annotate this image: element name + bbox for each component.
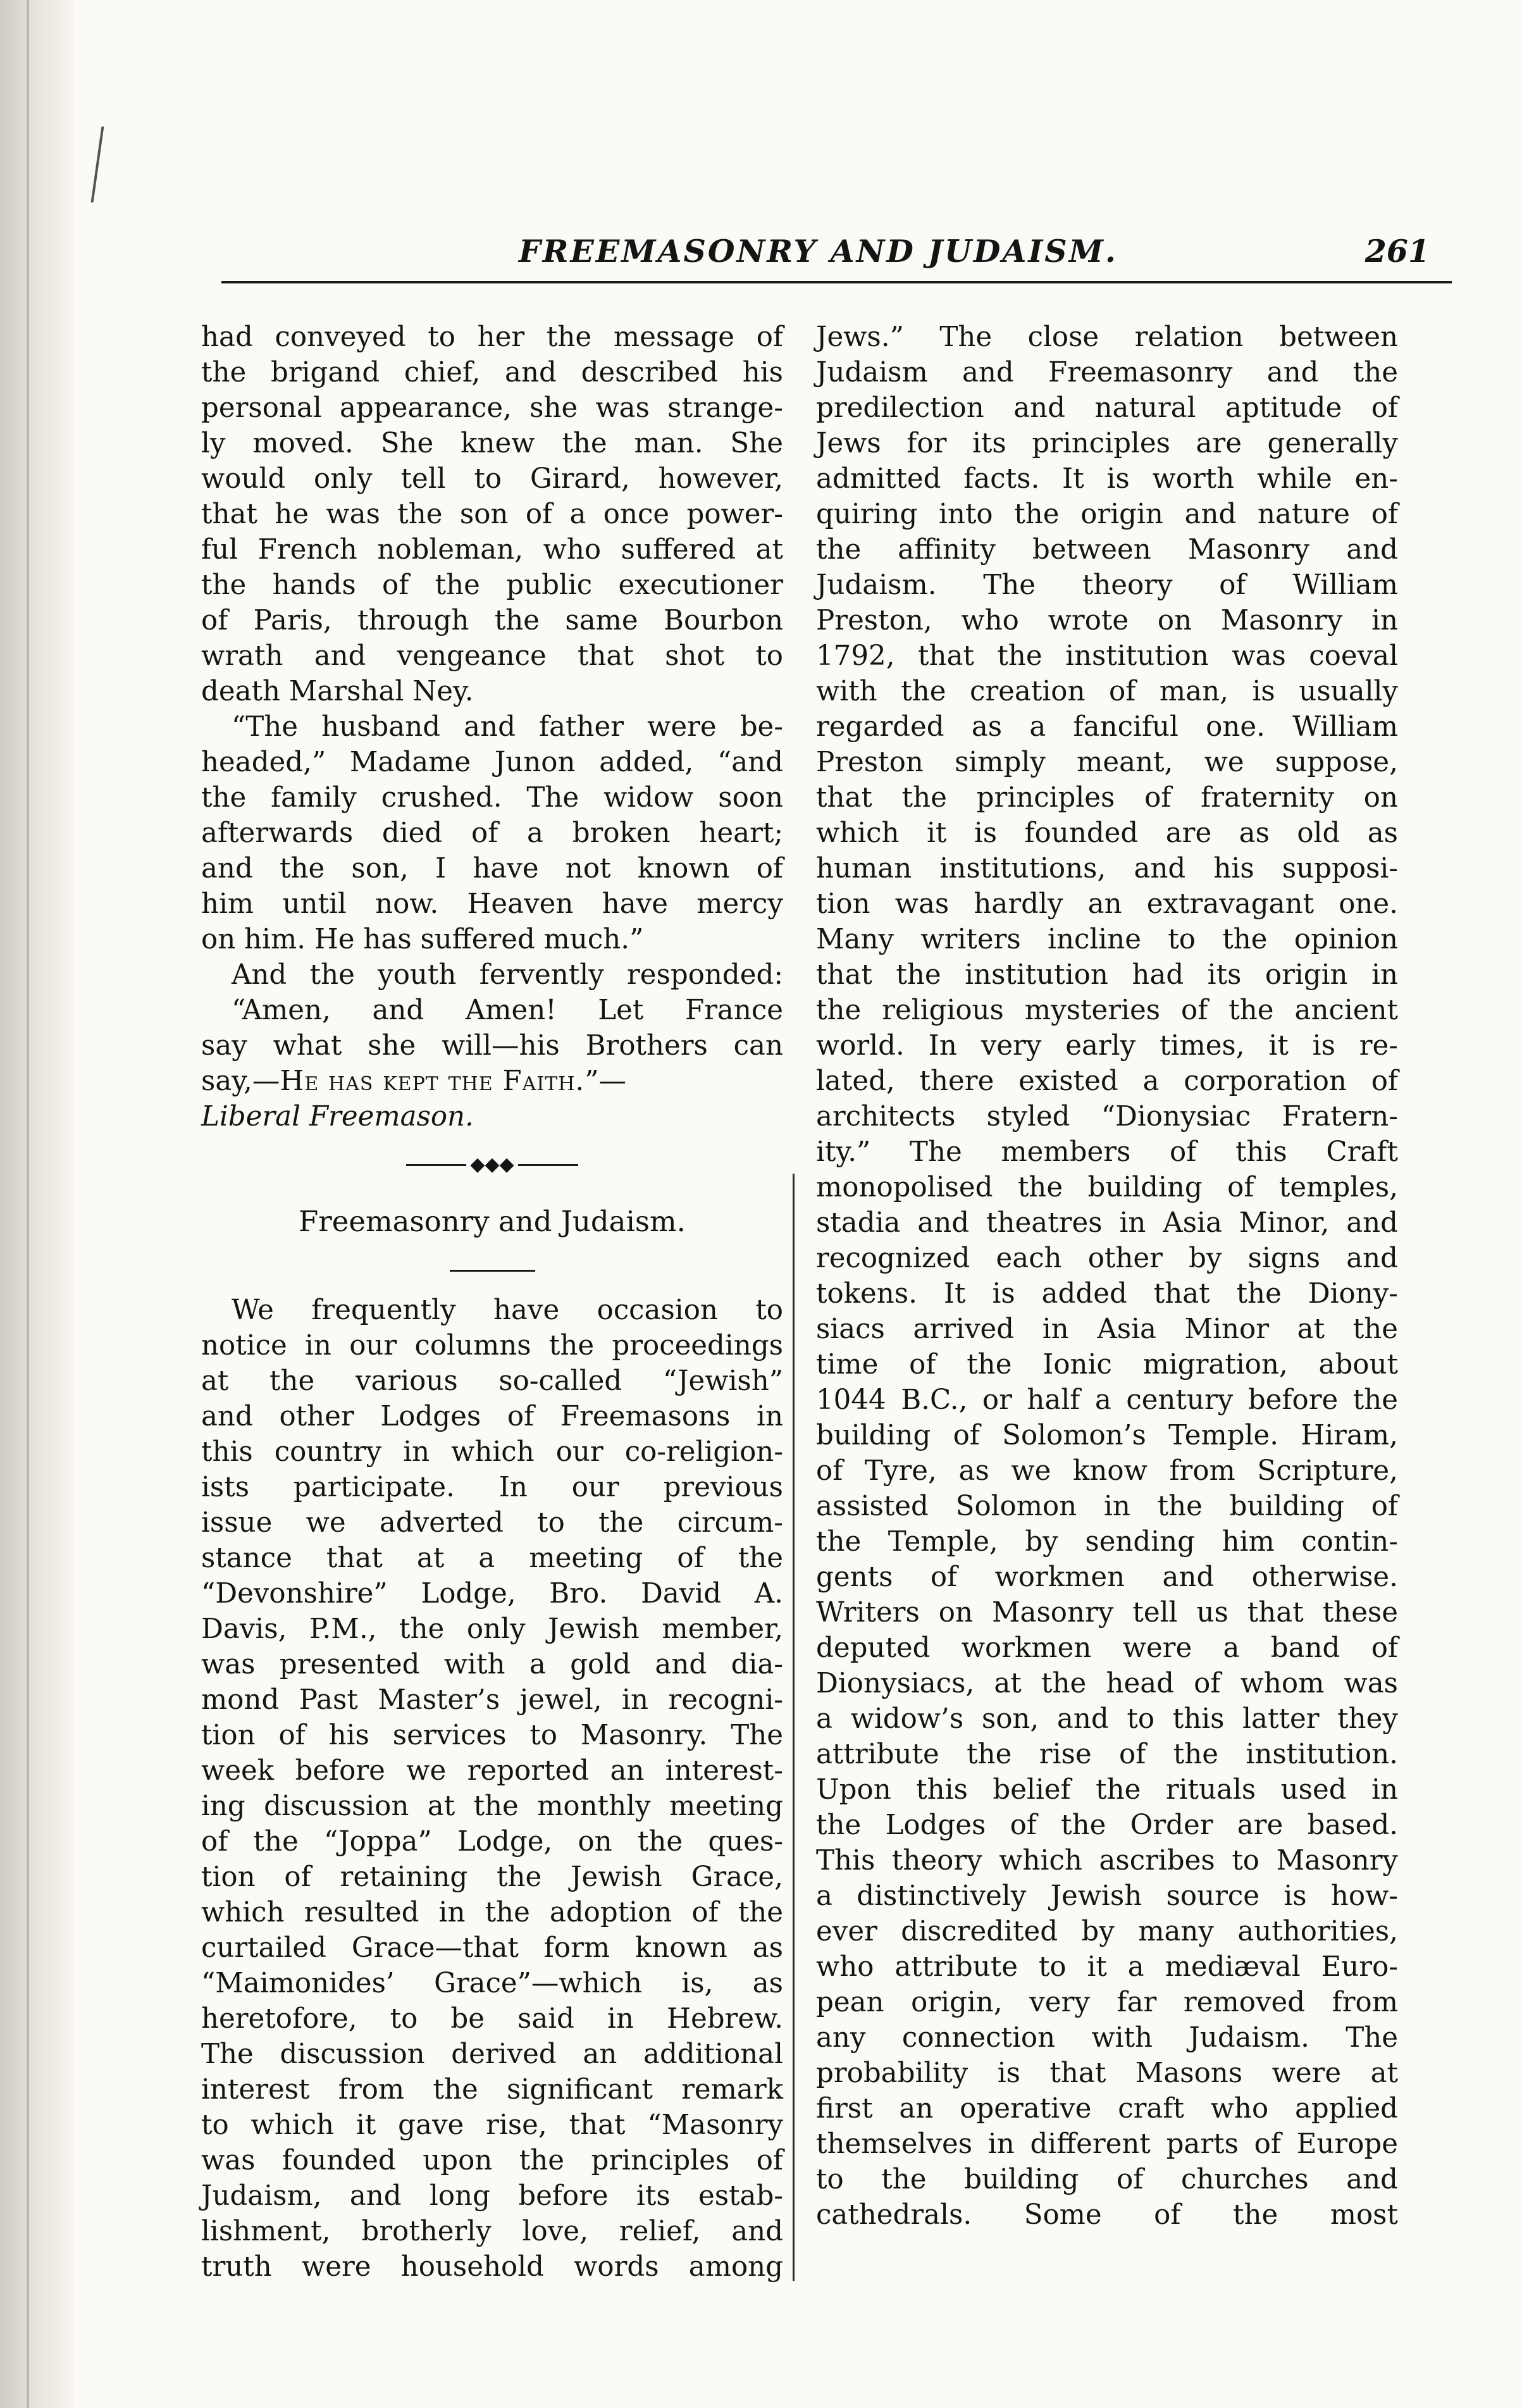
text-line: interest from the significant remark — [201, 2074, 783, 2106]
text-line: that he was the son of a once power- — [201, 499, 783, 530]
running-title: FREEMASONRY AND JUDAISM. — [519, 233, 1118, 270]
text-line: ever discredited by many authorities, — [816, 1916, 1398, 1947]
text-line: Jews for its principles are generally — [816, 428, 1398, 459]
text-line: tion was hardly an extravagant one. — [816, 888, 1398, 920]
text-line: architects styled “Dionysiac Fratern- — [816, 1101, 1398, 1133]
text-line: human institutions, and his supposi- — [816, 853, 1398, 884]
text-line: Preston simply meant, we suppose, — [816, 747, 1398, 778]
text-line: truth were household words among — [201, 2251, 783, 2283]
closing-suffix: ”— — [585, 1065, 626, 1097]
column-divider — [793, 1174, 795, 2281]
text-line: this country in which our co-religion- — [201, 1436, 783, 1468]
text-line: tokens. It is added that the Diony- — [816, 1278, 1398, 1310]
text-line: ists participate. In our previous — [201, 1472, 783, 1503]
left-column — [201, 320, 783, 2293]
text-line: Judaism and Freemasonry and the — [816, 357, 1398, 388]
text-line: of Paris, through the same Bourbon — [201, 605, 783, 636]
text-line: “The husband and father were be- — [232, 711, 783, 743]
text-line: lishment, brotherly love, relief, and — [201, 2216, 783, 2247]
text-line: the family crushed. The widow soon — [201, 782, 783, 814]
text-line: of the “Joppa” Lodge, on the ques- — [201, 1826, 783, 1858]
text-line: to which it gave rise, that “Masonry — [201, 2109, 783, 2141]
closing-motto: He has kept the Faith. — [280, 1065, 585, 1097]
text-line: siacs arrived in Asia Minor at the — [816, 1313, 1398, 1345]
book-binding-edge — [0, 0, 73, 2408]
page-number: 261 — [1364, 233, 1430, 270]
text-line: Many writers incline to the opinion — [816, 924, 1398, 955]
header-rule — [221, 281, 1452, 283]
text-line: tion of his services to Masonry. The — [201, 1720, 783, 1751]
article-heading: Freemasonry and Judaism. — [299, 1205, 686, 1238]
text-line: We frequently have occasion to — [232, 1294, 783, 1326]
text-line: deputed workmen were a band of — [816, 1632, 1398, 1664]
text-line: world. In very early times, it is re- — [816, 1030, 1398, 1062]
text-line: that the institution had its origin in — [816, 959, 1398, 991]
text-line: which it is founded are as old as — [816, 817, 1398, 849]
text-line: had conveyed to her the message of — [201, 321, 783, 353]
right-column — [816, 320, 1398, 2293]
text-line: the hands of the public executioner — [201, 569, 783, 601]
text-line: 1792, that the institution was coeval — [816, 640, 1398, 672]
text-line: probability is that Masons were at — [816, 2057, 1398, 2089]
text-line: the Temple, by sending him contin- — [816, 1526, 1398, 1558]
text-line: monopolised the building of temples, — [816, 1172, 1398, 1203]
text-line: ful French nobleman, who suffered at — [201, 534, 783, 566]
source-credit: Liberal Freemason. — [201, 1101, 474, 1133]
text-line: to the building of churches and — [816, 2164, 1398, 2195]
text-line: of Tyre, as we know from Scripture, — [816, 1455, 1398, 1487]
text-line: predilection and natural aptitude of — [816, 392, 1398, 424]
text-line: was presented with a gold and dia- — [201, 1649, 783, 1680]
text-line: assisted Solomon in the building of — [816, 1491, 1398, 1522]
text-line: Judaism. The theory of William — [816, 569, 1398, 601]
story-continuation — [201, 320, 783, 1134]
text-line: any connection with Judaism. The — [816, 2022, 1398, 2054]
text-line: “Amen, and Amen! Let France — [232, 995, 783, 1026]
text-line: was founded upon the principles of — [201, 2145, 783, 2176]
text-line: Judaism, and long before its estab- — [201, 2180, 783, 2212]
text-line: on him. He has suffered much.” — [201, 924, 644, 955]
text-line: quiring into the origin and nature of — [816, 499, 1398, 530]
text-line: pean origin, very far removed from — [816, 1987, 1398, 2018]
text-line: a distinctively Jewish source is how- — [816, 1880, 1398, 1912]
text-line: him until now. Heaven have mercy — [201, 888, 783, 920]
text-line: ly moved. She knew the man. She — [201, 428, 783, 459]
text-line: time of the Ionic migration, about — [816, 1349, 1398, 1381]
text-line: the Lodges of the Order are based. — [816, 1809, 1398, 1841]
text-line: cathedrals. Some of the most — [816, 2199, 1398, 2231]
text-line: ity.” The members of this Craft — [816, 1136, 1398, 1168]
text-line: “Devonshire” Lodge, Bro. David A. — [201, 1578, 783, 1610]
text-line: wrath and vengeance that shot to — [201, 640, 783, 672]
section-ornament: ◆◆◆ — [201, 1134, 783, 1195]
pen-mark — [76, 127, 104, 202]
text-line: who attribute to it a mediæval Euro- — [816, 1951, 1398, 1983]
text-line: Upon this belief the rituals used in — [816, 1774, 1398, 1806]
text-line: a widow’s son, and to this latter they — [816, 1703, 1398, 1735]
text-line: and the son, I have not known of — [201, 853, 783, 884]
text-line: ing discussion at the monthly meeting — [201, 1790, 783, 1822]
text-line: Davis, P.M., the only Jewish member, — [201, 1613, 783, 1645]
text-line: admitted facts. It is worth while en- — [816, 463, 1398, 495]
text-line: with the creation of man, is usually — [816, 676, 1398, 707]
text-line: notice in our columns the proceedings — [201, 1330, 783, 1362]
text-line: Writers on Masonry tell us that these — [816, 1597, 1398, 1629]
article-body — [201, 1293, 783, 2285]
text-line: stadia and theatres in Asia Minor, and — [816, 1207, 1398, 1239]
text-line: would only tell to Girard, however, — [201, 463, 783, 495]
text-line: And the youth fervently responded: — [232, 959, 783, 991]
text-line: personal appearance, she was strange- — [201, 392, 783, 424]
text-line: that the principles of fraternity on — [816, 782, 1398, 814]
text-line: the affinity between Masonry and — [816, 534, 1398, 566]
text-line: This theory which ascribes to Masonry — [816, 1845, 1398, 1877]
text-line: and other Lodges of Freemasons in — [201, 1401, 783, 1432]
text-line: death Marshal Ney. — [201, 676, 474, 707]
text-line — [201, 1064, 783, 1099]
text-line: which resulted in the adoption of the — [201, 1897, 783, 1928]
text-line: themselves in different parts of Europe — [816, 2128, 1398, 2160]
text-line: Preston, who wrote on Masonry in — [816, 605, 1398, 636]
text-line: Dionysiacs, at the head of whom was — [816, 1668, 1398, 1699]
text-line: regarded as a fanciful one. William — [816, 711, 1398, 743]
text-line: gents of workmen and otherwise. — [816, 1561, 1398, 1593]
text-line: headed,” Madame Junon added, “and — [201, 747, 783, 778]
text-line: heretofore, to be said in Hebrew. — [201, 2003, 783, 2035]
text-line: curtailed Grace—that form known as — [201, 1932, 783, 1964]
text-line: Jews.” The close relation between — [816, 321, 1398, 353]
running-head — [221, 233, 1430, 281]
text-line: “Maimonides’ Grace”—which is, as — [201, 1968, 783, 1999]
text-line: tion of retaining the Jewish Grace, — [201, 1861, 783, 1893]
text-line: lated, there existed a corporation of — [816, 1065, 1398, 1097]
text-line: The discussion derived an additional — [201, 2039, 783, 2070]
text-line: stance that at a meeting of the — [201, 1542, 783, 1574]
text-line: issue we adverted to the circum- — [201, 1507, 783, 1539]
closing-prefix: say,— — [201, 1065, 280, 1097]
text-line: first an operative craft who applied — [816, 2093, 1398, 2125]
text-line: afterwards died of a broken heart; — [201, 817, 783, 849]
text-line: building of Solomon’s Temple. Hiram, — [816, 1420, 1398, 1451]
text-line: at the various so-called “Jewish” — [201, 1365, 783, 1397]
text-line: the brigand chief, and described his — [201, 357, 783, 388]
text-line: mond Past Master’s jewel, in recogni- — [201, 1684, 783, 1716]
text-line: say what she will—his Brothers can — [201, 1030, 783, 1062]
text-line: week before we reported an interest- — [201, 1755, 783, 1787]
text-line: 1044 B.C., or half a century before the — [816, 1384, 1398, 1416]
text-line: attribute the rise of the institution. — [816, 1739, 1398, 1770]
text-line: recognized each other by signs and — [816, 1243, 1398, 1274]
text-line: the religious mysteries of the ancient — [816, 995, 1398, 1026]
heading-rule — [201, 1248, 783, 1293]
